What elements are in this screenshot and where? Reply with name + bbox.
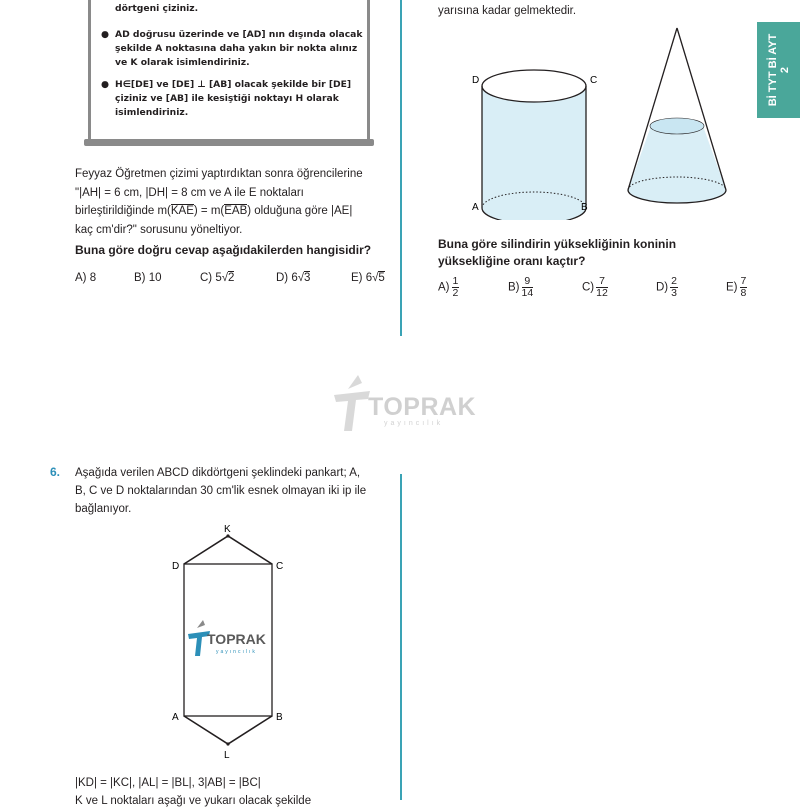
point-d-label: D xyxy=(472,75,480,86)
board-item-3: ● H∈[DE] ve [DE] ⊥ [AB] olacak şekilde bir [DE] çiziniz ve [AB] ile kesiştiği noktayı H olarak isimlendiriniz. xyxy=(101,79,352,118)
q6-number: 6. xyxy=(50,465,61,479)
point-k-label: K xyxy=(224,524,231,535)
banner-figure xyxy=(160,520,300,760)
side-tab xyxy=(757,22,800,118)
point-a-label: A xyxy=(172,712,179,723)
watermark-brand: TOPRAK xyxy=(368,393,477,421)
bullet-icon: ● xyxy=(101,79,110,90)
q4-option-a[interactable]: A) 8 xyxy=(75,272,97,284)
q4-option-d[interactable]: D) 6√3 xyxy=(276,272,311,284)
q6-condition: |KD| = |KC|, |AL| = |BL|, 3|AB| = |BC| xyxy=(75,777,261,789)
board-item-2: ● AD doğrusu üzerinde ve [AD] nın dışında olacak şekilde A noktasına daha yakın bir nokta alınız ve K olarak isimlendiriniz. xyxy=(101,29,363,68)
point-d-label: D xyxy=(172,561,180,572)
side-tab-title: Bİ TYT Bİ AYT xyxy=(766,33,779,107)
q4-option-c[interactable]: C) 5√2 xyxy=(200,272,235,284)
q5-option-e[interactable]: E) $\frac{7}{8}$ xyxy=(726,275,747,299)
instruction-board xyxy=(88,0,370,142)
q5-option-d[interactable]: D) $\frac{2}{3}$ xyxy=(656,275,677,299)
q6-text: Aşağıda verilen ABCD dikdörtgeni şeklindeki pankart; A, B, C ve D noktalarından 30 cm'lik esnek olmayan iki ip ile bağlanıyor. xyxy=(75,467,367,515)
cone-shape xyxy=(628,28,726,203)
point-l-label: L xyxy=(224,750,230,760)
cylinder-shape xyxy=(482,70,586,220)
bullet-icon: ● xyxy=(101,29,110,40)
banner-logo-sub: yayıncılık xyxy=(216,649,257,655)
bullet-icon xyxy=(101,0,109,2)
board-item-1: dörtgeni çiziniz. xyxy=(103,0,365,16)
arc-angle-kae: KAE xyxy=(170,205,194,217)
q5-top-text: yarısına kadar gelmektedir. xyxy=(438,5,577,17)
q6-cut-text: K ve L noktaları aşağı ve yukarı olacak şekilde xyxy=(75,795,312,807)
point-c-label: C xyxy=(590,75,598,86)
rope-top xyxy=(184,536,272,564)
q4-question: Buna göre doğru cevap aşağıdakilerden hangisidir? xyxy=(75,243,372,257)
q4-intro: Feyyaz Öğretmen çizimi yaptırdıktan sonra öğrencilerine "|AH| = 6 cm, |DH| = 8 cm ve A ile E noktaları birleştirildiğinde m(KAE) = m(EAB) olduğuna göre |AE| kaç cm'dir?" sorusunu yöneltiyor. xyxy=(75,168,363,236)
rope-bottom xyxy=(184,716,272,744)
q5-option-b[interactable]: B) $\frac{9}{14}$ xyxy=(508,275,534,299)
column-divider-bottom xyxy=(400,474,402,800)
column-divider-top xyxy=(400,0,402,336)
point-b-label: B xyxy=(581,202,588,213)
arc-angle-eab: EAB xyxy=(224,205,248,217)
point-b-label: B xyxy=(276,712,283,723)
point-a-label: A xyxy=(472,202,479,213)
side-tab-number: 2 xyxy=(778,66,791,74)
q4-option-b[interactable]: B) 10 xyxy=(134,272,162,284)
watermark-sub: yayıncılık xyxy=(384,420,444,427)
watermark-logo xyxy=(332,373,477,433)
q5-question: Buna göre silindirin yüksekliğinin koninin yüksekliğine oranı kaçtır? xyxy=(438,237,677,268)
toprak-t-icon xyxy=(332,373,372,433)
point-c-label: C xyxy=(276,561,284,572)
q5-option-a[interactable]: A) $\frac{1}{2}$ xyxy=(438,275,459,299)
cylinder-cone-figure xyxy=(430,20,750,220)
banner-logo-brand: TOPRAK xyxy=(207,631,266,647)
q4-option-e[interactable]: E) 6√5 xyxy=(351,272,385,284)
board-rail xyxy=(84,139,374,146)
q5-option-c[interactable]: C) $\frac{7}{12}$ xyxy=(582,275,608,299)
